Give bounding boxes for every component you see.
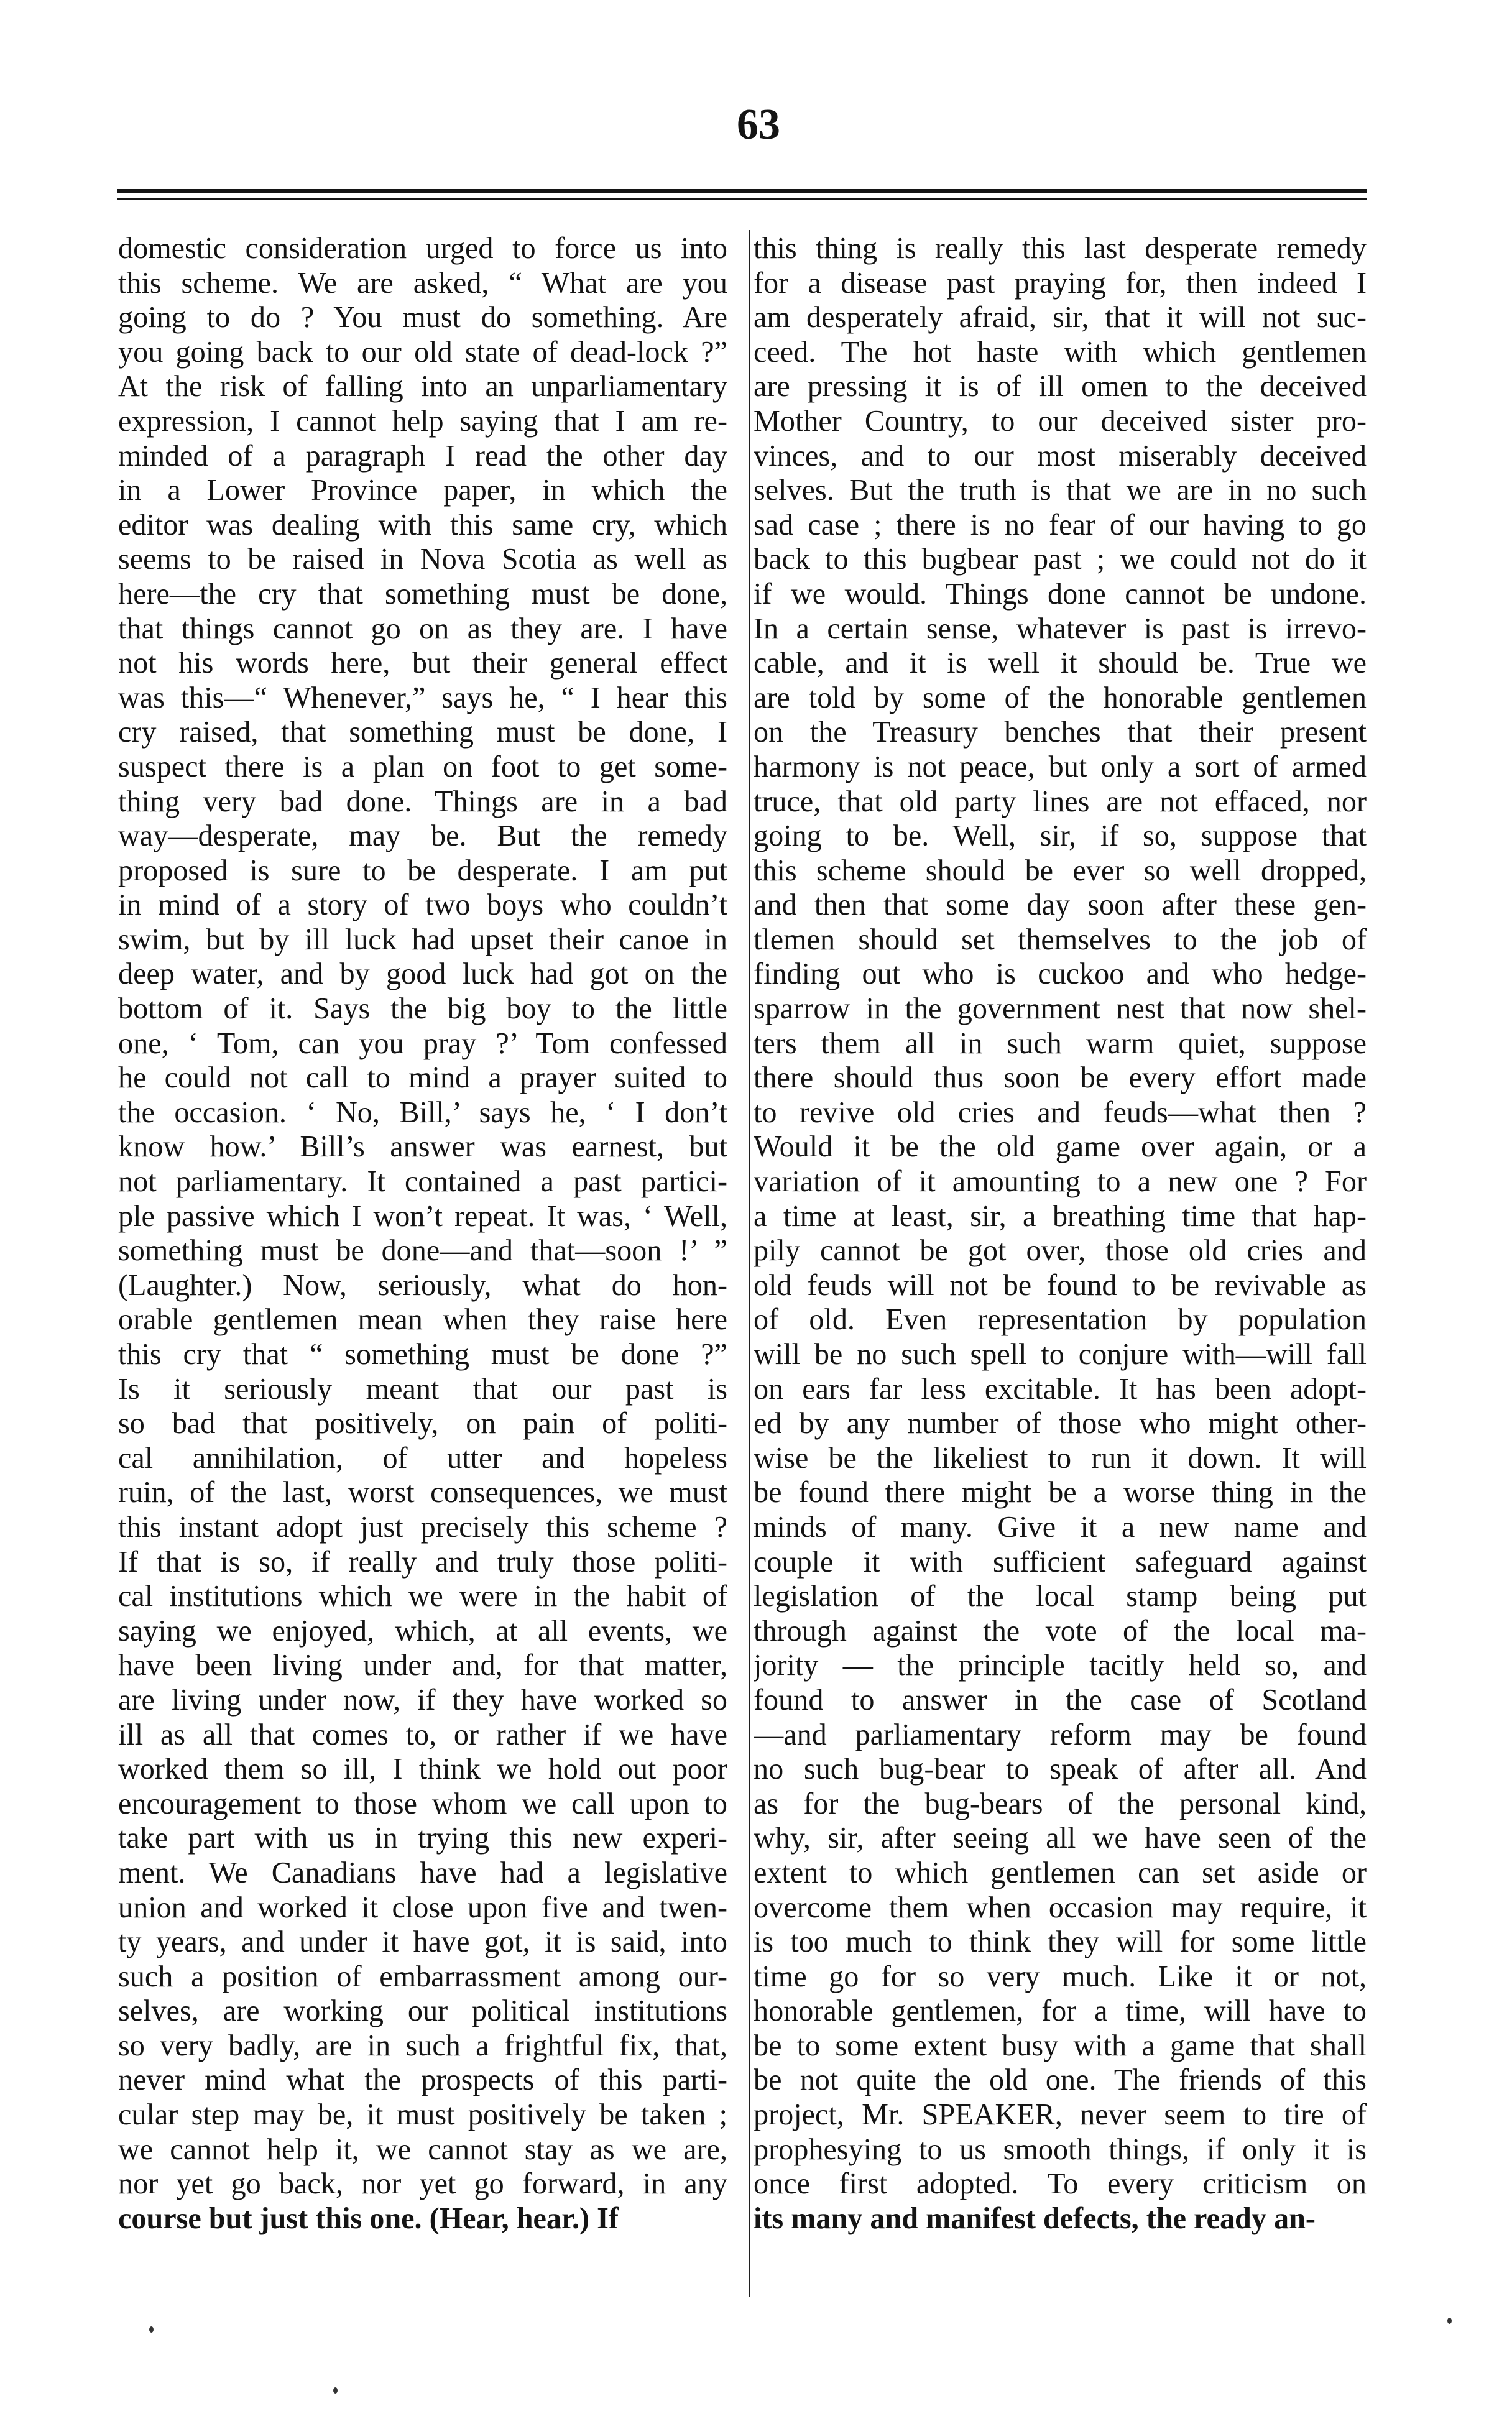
text-line: be found there might be a worse thing in the bbox=[754, 1476, 1367, 1510]
text-line: —and parliamentary reform may be found bbox=[754, 1718, 1367, 1751]
text-line: going to be. Well, sir, if so, suppose that bbox=[754, 819, 1367, 853]
text-line: ters them all in such warm quiet, suppose bbox=[754, 1026, 1367, 1060]
text-line: in mind of a story of two boys who couldn’t bbox=[118, 888, 727, 922]
text-line: wise be the likeliest to run it down. It will bbox=[754, 1441, 1367, 1475]
text-line: In a certain sense, whatever is past is irrevo- bbox=[754, 612, 1367, 645]
text-line: sparrow in the government nest that now shel- bbox=[754, 992, 1367, 1026]
ink-speck bbox=[333, 2387, 338, 2394]
text-line: the occasion. ‘ No, Bill,’ says he, ‘ I don’t bbox=[118, 1095, 727, 1129]
text-line: be to some extent busy with a game that shall bbox=[754, 2029, 1367, 2062]
text-line: are living under now, if they have worked so bbox=[118, 1683, 727, 1717]
text-line: tlemen should set themselves to the job of bbox=[754, 923, 1367, 956]
text-line: this scheme should be ever so well dropped, bbox=[754, 854, 1367, 887]
text-line: such a position of embarrassment among our- bbox=[118, 1960, 727, 1993]
text-line: something must be done—and that—soon !’ ” bbox=[118, 1234, 727, 1268]
text-line: truce, that old party lines are not effaced, nor bbox=[754, 785, 1367, 818]
text-line: cable, and it is well it should be. True we bbox=[754, 647, 1367, 680]
text-line: time go for so very much. Like it or not, bbox=[754, 1960, 1367, 1993]
header-rule-thick bbox=[117, 189, 1367, 193]
text-line: its many and manifest defects, the ready an- bbox=[754, 2201, 1316, 2235]
text-line: saying we enjoyed, which, at all events, we bbox=[118, 1614, 727, 1648]
text-line: that things cannot go on as they are. I have bbox=[118, 612, 727, 645]
text-line: he could not call to mind a prayer suited to bbox=[118, 1061, 727, 1095]
text-line: so very badly, are in such a frightful fix, that, bbox=[118, 2029, 727, 2062]
text-line: ill as all that comes to, or rather if we have bbox=[118, 1718, 727, 1751]
text-line: way—desperate, may be. But the remedy bbox=[118, 819, 727, 853]
text-line: cal annihilation, of utter and hopeless bbox=[118, 1441, 727, 1475]
text-line: union and worked it close upon five and twen- bbox=[118, 1891, 727, 1924]
text-line: to revive old cries and feuds—what then ? bbox=[754, 1095, 1367, 1129]
text-line: ruin, of the last, worst consequences, we must bbox=[118, 1476, 727, 1510]
text-line: on the Treasury benches that their present bbox=[754, 716, 1367, 749]
text-line: (Laughter.) Now, seriously, what do hon- bbox=[118, 1268, 727, 1302]
text-line: here—the cry that something must be done, bbox=[118, 577, 727, 611]
text-line: on ears far less excitable. It has been adopt- bbox=[754, 1372, 1367, 1406]
text-line: is too much to think they will for some little bbox=[754, 1925, 1367, 1959]
text-line: course but just this one. (Hear, hear.) If bbox=[118, 2201, 619, 2235]
text-line: so bad that positively, on pain of politi- bbox=[118, 1407, 727, 1441]
text-line: for a disease past praying for, then indeed I bbox=[754, 266, 1367, 300]
text-line: back to this bugbear past ; we could not do it bbox=[754, 543, 1367, 576]
text-line: variation of it amounting to a new one ? For bbox=[754, 1165, 1367, 1199]
text-line: domestic consideration urged to force us into bbox=[118, 232, 727, 265]
text-line: pily cannot be got over, those old cries and bbox=[754, 1234, 1367, 1268]
text-line: cular step may be, it must positively be taken ; bbox=[118, 2098, 727, 2132]
text-line: Would it be the old game over again, or a bbox=[754, 1130, 1367, 1164]
text-line: we cannot help it, we cannot stay as we are, bbox=[118, 2132, 727, 2166]
text-line: through against the vote of the local ma- bbox=[754, 1614, 1367, 1648]
text-line: Mother Country, to our deceived sister pro- bbox=[754, 404, 1367, 438]
text-line: you going back to our old state of dead-lock ?” bbox=[118, 335, 727, 369]
text-line: nor yet go back, nor yet go forward, in any bbox=[118, 2167, 727, 2201]
text-line: couple it with sufficient safeguard against bbox=[754, 1545, 1367, 1579]
text-line: and then that some day soon after these gen- bbox=[754, 888, 1367, 922]
text-line: Is it seriously meant that our past is bbox=[118, 1372, 727, 1406]
text-line: of old. Even representation by population bbox=[754, 1303, 1367, 1337]
text-line: At the risk of falling into an unparliamentary bbox=[118, 370, 727, 403]
header-rule-thin bbox=[117, 198, 1367, 200]
text-line: cal institutions which we were in the habit of bbox=[118, 1580, 727, 1613]
text-line: vinces, and to our most miserably deceived bbox=[754, 439, 1367, 473]
text-line: was this—“ Whenever,” says he, “ I hear this bbox=[118, 681, 727, 714]
text-line: ment. We Canadians have had a legislative bbox=[118, 1856, 727, 1889]
text-line: honorable gentlemen, for a time, will have to bbox=[754, 1994, 1367, 2028]
text-line: ple passive which I won’t repeat. It was, ‘ Well, bbox=[118, 1199, 727, 1233]
text-line: know how.’ Bill’s answer was earnest, but bbox=[118, 1130, 727, 1164]
text-line: one, ‘ Tom, can you pray ?’ Tom confessed bbox=[118, 1026, 727, 1060]
text-line: old feuds will not be found to be revivable as bbox=[754, 1268, 1367, 1302]
text-line: proposed is sure to be desperate. I am put bbox=[118, 854, 727, 887]
text-line: deep water, and by good luck had got on the bbox=[118, 957, 727, 991]
text-line: a time at least, sir, a breathing time that hap- bbox=[754, 1199, 1367, 1233]
text-line: ed by any number of those who might other- bbox=[754, 1407, 1367, 1441]
text-line: If that is so, if really and truly those politi- bbox=[118, 1545, 727, 1579]
text-line: project, Mr. SPEAKER, never seem to tire of bbox=[754, 2098, 1367, 2132]
text-line: cry raised, that something must be done, I bbox=[118, 716, 727, 749]
text-line: minds of many. Give it a new name and bbox=[754, 1510, 1367, 1544]
text-line: not parliamentary. It contained a past partici- bbox=[118, 1165, 727, 1199]
text-line: editor was dealing with this same cry, which bbox=[118, 508, 727, 542]
text-line: legislation of the local stamp being put bbox=[754, 1580, 1367, 1613]
text-line: extent to which gentlemen can set aside or bbox=[754, 1856, 1367, 1889]
text-line: why, sir, after seeing all we have seen of the bbox=[754, 1822, 1367, 1855]
text-line: are told by some of the honorable gentlemen bbox=[754, 681, 1367, 714]
column-divider bbox=[749, 230, 750, 2297]
text-line: jority — the principle tacitly held so, and bbox=[754, 1649, 1367, 1682]
text-line: this cry that “ something must be done ?” bbox=[118, 1338, 727, 1371]
text-line: not his words here, but their general effect bbox=[118, 647, 727, 680]
text-line: in a Lower Province paper, in which the bbox=[118, 474, 727, 507]
text-line: there should thus soon be every effort made bbox=[754, 1061, 1367, 1095]
text-line: be not quite the old one. The friends of this bbox=[754, 2063, 1367, 2097]
text-line: bottom of it. Says the big boy to the little bbox=[118, 992, 727, 1026]
text-line: will be no such spell to conjure with—will fall bbox=[754, 1338, 1367, 1371]
text-line: swim, but by ill luck had upset their canoe in bbox=[118, 923, 727, 956]
left-column bbox=[118, 231, 727, 2236]
text-line: this thing is really this last desperate remedy bbox=[754, 232, 1367, 265]
text-line: overcome them when occasion may require, it bbox=[754, 1891, 1367, 1924]
text-line: ty years, and under it have got, it is said, into bbox=[118, 1925, 727, 1959]
text-line: sad case ; there is no fear of our having to go bbox=[754, 508, 1367, 542]
text-line: are pressing it is of ill omen to the deceived bbox=[754, 370, 1367, 403]
text-line: seems to be raised in Nova Scotia as well as bbox=[118, 543, 727, 576]
text-line: am desperately afraid, sir, that it will not suc- bbox=[754, 301, 1367, 334]
text-line: selves, are working our political institutions bbox=[118, 1994, 727, 2028]
text-line: thing very bad done. Things are in a bad bbox=[118, 785, 727, 818]
ink-speck bbox=[149, 2326, 154, 2333]
text-line: ceed. The hot haste with which gentlemen bbox=[754, 335, 1367, 369]
text-line: if we would. Things done cannot be undone. bbox=[754, 577, 1367, 611]
text-line: never mind what the prospects of this parti- bbox=[118, 2063, 727, 2097]
text-line: no such bug-bear to speak of after all. And bbox=[754, 1753, 1367, 1786]
text-line: encouragement to those whom we call upon to bbox=[118, 1787, 727, 1820]
text-line: minded of a paragraph I read the other day bbox=[118, 439, 727, 473]
text-line: prophesying to us smooth things, if only it is bbox=[754, 2132, 1367, 2166]
text-line: suspect there is a plan on foot to get some- bbox=[118, 750, 727, 783]
text-line: worked them so ill, I think we hold out poor bbox=[118, 1753, 727, 1786]
text-line: as for the bug-bears of the personal kind, bbox=[754, 1787, 1367, 1820]
text-line: have been living under and, for that matter, bbox=[118, 1649, 727, 1682]
text-line: finding out who is cuckoo and who hedge- bbox=[754, 957, 1367, 991]
ink-speck bbox=[1447, 2318, 1452, 2324]
text-line: harmony is not peace, but only a sort of armed bbox=[754, 750, 1367, 783]
right-column bbox=[754, 231, 1367, 2236]
text-line: this scheme. We are asked, “ What are you bbox=[118, 266, 727, 300]
text-line: orable gentlemen mean when they raise here bbox=[118, 1303, 727, 1337]
text-line: going to do ? You must do something. Are bbox=[118, 301, 727, 334]
page-number: 63 bbox=[737, 101, 780, 149]
text-line: once first adopted. To every criticism on bbox=[754, 2167, 1367, 2201]
text-line: take part with us in trying this new experi- bbox=[118, 1822, 727, 1855]
text-line: this instant adopt just precisely this scheme ? bbox=[118, 1510, 727, 1544]
text-line: selves. But the truth is that we are in no such bbox=[754, 474, 1367, 507]
text-line: found to answer in the case of Scotland bbox=[754, 1683, 1367, 1717]
text-line: expression, I cannot help saying that I am re- bbox=[118, 404, 727, 438]
